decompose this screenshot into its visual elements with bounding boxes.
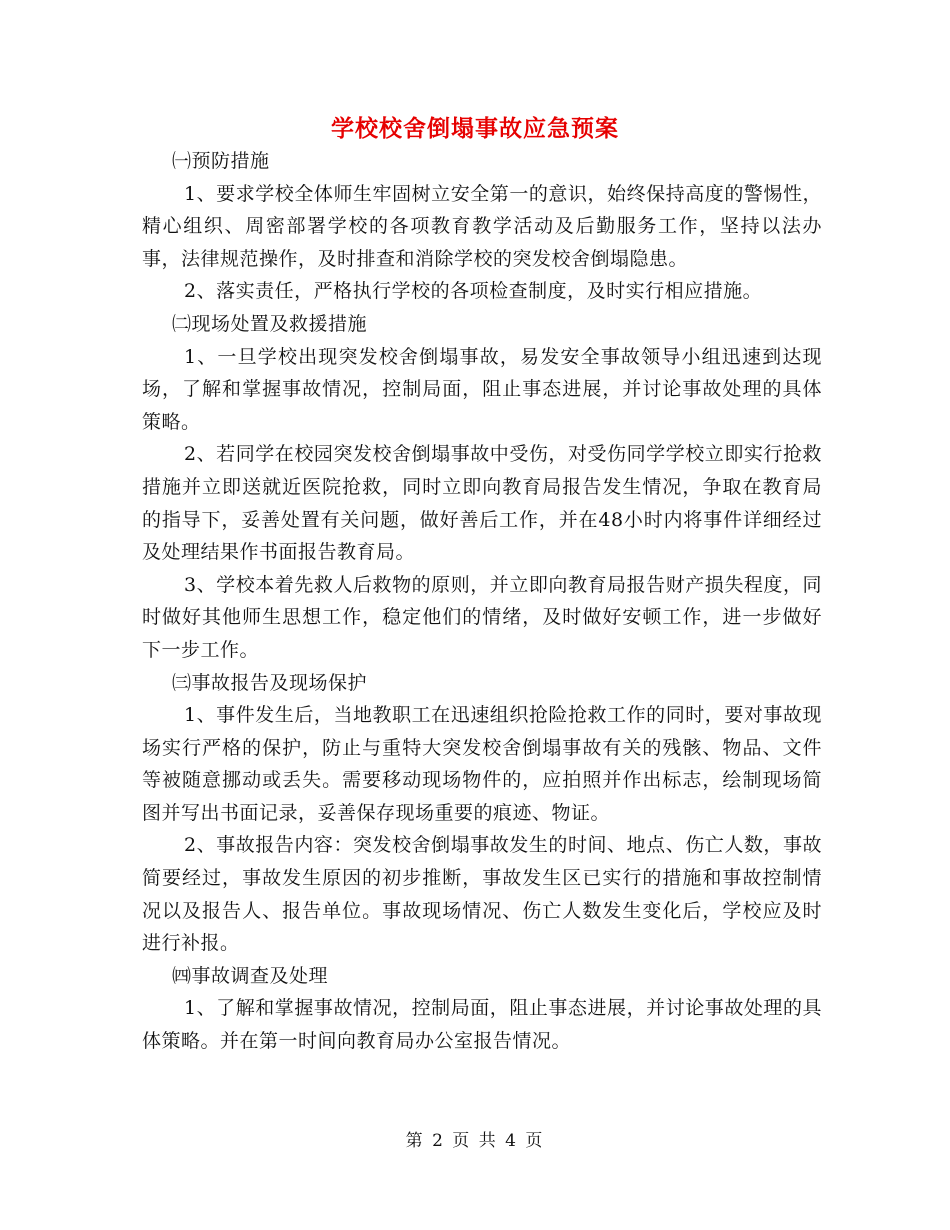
paragraph: 2、若同学在校园突发校舍倒塌事故中受伤，对受伤同学学校立即实行抢救措施并立即送就近医院抢救，同时立即向教育局报告发生情况，争取在教育局的指导下，妥善处置有关问题，做好善后工作，并在48小时内将事件详细经过及处理结果作书面报告教育局。 <box>142 443 822 564</box>
paragraph: 2、事故报告内容：突发校舍倒塌事故发生的时间、地点、伤亡人数，事故简要经过，事故发生原因的初步推断，事故发生区已实行的措施和事故控制情况以及报告人、报告单位。事故现场情况、伤亡人数发生变化后，学校应及时进行补报。 <box>142 834 822 955</box>
paragraph: 3、学校本着先救人后救物的原则，并立即向教育局报告财产损失程度，同时做好其他师生思想工作，稳定他们的情绪，及时做好安顿工作，进一步做好下一步工作。 <box>142 573 822 661</box>
paragraph: 2、落实责任，严格执行学校的各项检查制度，及时实行相应措施。 <box>184 280 763 303</box>
section-heading-investigation: ㈣事故调查及处理 <box>172 964 329 987</box>
section-heading-report: ㈢事故报告及现场保护 <box>172 671 368 694</box>
paragraph: 1、了解和掌握事故情况，控制局面，阻止事态进展，并讨论事故处理的具体策略。并在第一时间向教育局办公室报告情况。 <box>142 997 822 1053</box>
paragraph: 1、事件发生后，当地教职工在迅速组织抢险抢救工作的同时，要对事故现场实行严格的保护，防止与重特大突发校舍倒塌事故有关的残骸、物品、文件等被随意挪动或丢失。需要移动现场物件的，应拍照并作出标志，绘制现场简图并写出书面记录，妥善保存现场重要的痕迹、物证。 <box>142 704 822 824</box>
paragraph: 1、要求学校全体师生牢固树立安全第一的意识，始终保持高度的警惕性，精心组织、周密部署学校的各项教育教学活动及后勤服务工作，坚持以法办事，法律规范操作，及时排查和消除学校的突发校舍倒塌隐患。 <box>142 182 822 270</box>
section-heading-prevention: ㈠预防措施 <box>172 150 270 172</box>
section-heading-rescue: ㈡现场处置及救援措施 <box>172 312 368 335</box>
document-title: 学校校舍倒塌事故应急预案 <box>331 116 619 142</box>
document-body <box>142 145 822 1058</box>
paragraph: 1、一旦学校出现突发校舍倒塌事故，易发安全事故领导小组迅速到达现场，了解和掌握事故情况，控制局面，阻止事态进展，并讨论事故处理的具体策略。 <box>142 345 822 433</box>
page-footer: 第 2 页 共 4 页 <box>405 1131 545 1151</box>
